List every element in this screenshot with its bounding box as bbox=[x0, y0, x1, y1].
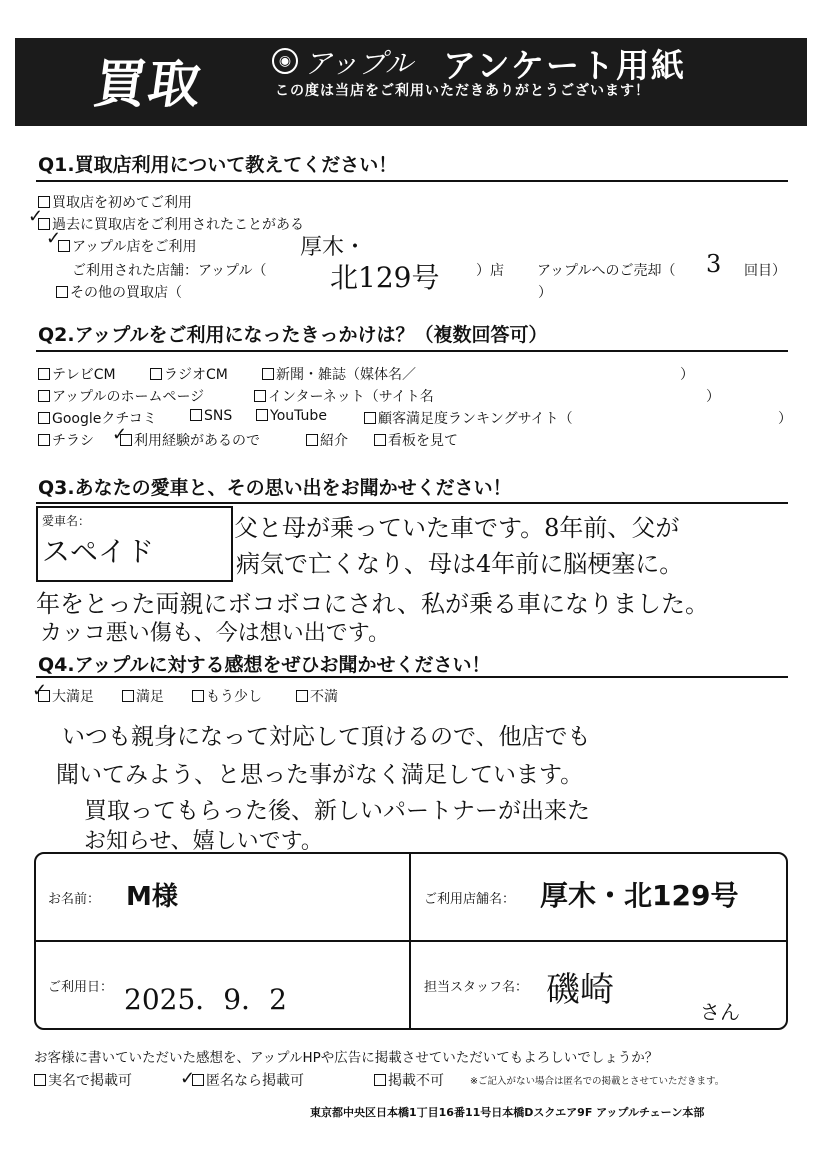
q2-opt-tvcm[interactable] bbox=[38, 364, 116, 384]
q2-label: 顧客満足度ランキングサイト（ bbox=[378, 411, 573, 427]
q2-opt-experience[interactable] bbox=[120, 430, 260, 450]
checkbox-icon bbox=[38, 390, 50, 402]
checkbox-icon bbox=[192, 690, 204, 702]
q4-label: 満足 bbox=[136, 689, 164, 705]
checkbox-icon bbox=[34, 1074, 46, 1086]
checkbox-icon bbox=[38, 412, 50, 424]
q3-heading: Q3.あなたの愛車と、その思い出をお聞かせください！ bbox=[38, 477, 512, 499]
opt-no-label: 掲載不可 bbox=[388, 1073, 444, 1089]
checkmark-icon: ✓ bbox=[180, 1068, 196, 1089]
q2-label: Googleクチコミ bbox=[52, 411, 157, 427]
q2-opt-radiocm[interactable] bbox=[150, 364, 228, 384]
checkbox-icon bbox=[256, 409, 268, 421]
q2-opt-referral[interactable] bbox=[306, 430, 348, 450]
comment-line-4: お知らせ、嬉しいです。 bbox=[84, 829, 323, 854]
opt-anon-label: 匿名なら掲載可 bbox=[206, 1073, 304, 1089]
header-logo: アップル bbox=[304, 47, 413, 80]
checkbox-icon bbox=[374, 434, 386, 446]
q1-store-label: ご利用された店舗：アップル（ bbox=[72, 263, 267, 279]
staff-label: 担当スタッフ名： bbox=[424, 980, 529, 995]
staff-suffix: さん bbox=[700, 1000, 740, 1024]
checkbox-icon bbox=[306, 434, 318, 446]
comment-line-3: 買取ってもらった後、新しいパートナーが出来た bbox=[84, 798, 590, 824]
q1-times-label: アップルへのご売却（ bbox=[537, 263, 676, 279]
checkmark-icon: ✓ bbox=[28, 206, 44, 227]
q4-heading: Q4.アップルに対する感想をぜひお聞かせください！ bbox=[38, 654, 491, 676]
opt-no-publish[interactable] bbox=[374, 1070, 444, 1090]
checkbox-icon bbox=[296, 690, 308, 702]
q1-opt-first-label: 買取店を初めてご利用 bbox=[52, 195, 192, 211]
q1-opt-first[interactable] bbox=[38, 192, 192, 212]
apple-logo-icon: ◉ bbox=[272, 48, 298, 74]
car-name-label: 愛車名： bbox=[42, 514, 91, 528]
header-subtitle: この度は当店をご利用いただきありがとうございます！ bbox=[275, 83, 650, 99]
checkbox-icon bbox=[374, 1074, 386, 1086]
info-divider-h bbox=[34, 940, 786, 942]
comment-line-1: いつも親身になって対応して頂けるので、他店でも bbox=[62, 724, 591, 750]
q2-opt-flyer[interactable] bbox=[38, 430, 94, 450]
q2-opt-sns[interactable] bbox=[190, 408, 232, 424]
checkbox-icon bbox=[122, 690, 134, 702]
q2-opt-youtube[interactable] bbox=[256, 408, 327, 424]
q1-opt-apple-label: アップル店をご利用 bbox=[72, 239, 197, 255]
q2-opt-newspaper[interactable] bbox=[262, 364, 416, 384]
q2-label: ラジオCM bbox=[164, 367, 228, 383]
checkbox-icon bbox=[38, 368, 50, 380]
q1-store-suffix: ）店 bbox=[476, 263, 504, 279]
q2-label: アップルのホームページ bbox=[52, 389, 205, 405]
q1-store-hw-2: 北129号 bbox=[330, 261, 440, 294]
checkbox-icon bbox=[254, 390, 266, 402]
memory-line-3: 年をとった両親にボコボコにされ、私が乗る車になりました。 bbox=[36, 590, 709, 618]
q2-label: 看板を見て bbox=[388, 433, 458, 449]
q4-opt-dissatisfied[interactable] bbox=[296, 686, 338, 706]
opt-real-name[interactable] bbox=[34, 1070, 132, 1090]
checkbox-icon bbox=[364, 412, 376, 424]
date-value: 2025．9．2 bbox=[124, 983, 287, 1016]
q1-store-hw-1: 厚木・ bbox=[300, 235, 367, 260]
checkbox-icon bbox=[150, 368, 162, 380]
q1-rule bbox=[36, 180, 788, 182]
q2-label: 新聞・雑誌（媒体名／ bbox=[276, 367, 416, 383]
car-name-hw: スペイド bbox=[42, 535, 155, 568]
q2-label: YouTube bbox=[270, 408, 327, 424]
q4-label: 大満足 bbox=[52, 689, 94, 705]
q1-times-suffix: 回目） bbox=[744, 263, 786, 279]
header-title: アンケート用紙 bbox=[443, 46, 687, 85]
checkbox-icon bbox=[38, 434, 50, 446]
publish-question: お客様に書いていただいた感想を、アップルHPや広告に掲載させていただいてもよろしいでしょうか？ bbox=[34, 1050, 659, 1066]
checkbox-icon bbox=[262, 368, 274, 380]
q2-label: 紹介 bbox=[320, 433, 348, 449]
date-label: ご利用日： bbox=[48, 980, 114, 995]
publish-note: ※ご記入がない場合は匿名での掲載とさせていただきます。 bbox=[470, 1076, 725, 1087]
header-kaitori: 買取 bbox=[90, 55, 207, 115]
q2-opt-ranking[interactable] bbox=[364, 408, 573, 428]
store-label: ご利用店舗名： bbox=[424, 892, 516, 907]
footer-address: 東京都中央区日本橋1丁目16番11号日本橋Dスクエア9F アップルチェーン本部 bbox=[310, 1106, 705, 1119]
q1-opt-other[interactable] bbox=[56, 282, 182, 302]
q1-opt-other-label: その他の買取店（ bbox=[70, 285, 182, 301]
q2-label: 利用経験があるので bbox=[134, 433, 260, 449]
q2-opt-internet[interactable] bbox=[254, 386, 434, 406]
q2-opt-homepage[interactable] bbox=[38, 386, 204, 406]
q4-label: もう少し bbox=[206, 689, 262, 705]
q2-heading: Q2.アップルをご利用になったきっかけは？（複数回答可） bbox=[38, 324, 548, 346]
q2-label: テレビCM bbox=[52, 367, 116, 383]
q1-other-close: ） bbox=[538, 285, 552, 301]
q2-label: チラシ bbox=[52, 433, 94, 449]
q4-opt-satisfied[interactable] bbox=[122, 686, 164, 706]
comment-line-2: 聞いてみよう、と思った事がなく満足しています。 bbox=[56, 762, 584, 788]
memory-line-4: カッコ悪い傷も、今は想い出です。 bbox=[40, 621, 391, 646]
staff-value: 磯崎 bbox=[546, 970, 614, 1010]
q2-row3-close: ） bbox=[778, 411, 792, 427]
name-value: M様 bbox=[126, 882, 178, 912]
q4-label: 不満 bbox=[310, 689, 338, 705]
q1-opt-past[interactable] bbox=[38, 214, 304, 234]
memory-line-2: 病気で亡くなり、母は4年前に脳梗塞に。 bbox=[236, 550, 684, 578]
q2-rule bbox=[36, 350, 788, 352]
opt-real-label: 実名で掲載可 bbox=[48, 1073, 132, 1089]
name-label: お名前： bbox=[48, 892, 101, 907]
memory-line-1: 父と母が乗っていた車です。8年前、父が bbox=[234, 514, 680, 542]
checkbox-icon bbox=[190, 409, 202, 421]
opt-anonymous[interactable] bbox=[192, 1070, 304, 1090]
q4-rule bbox=[36, 676, 788, 678]
checkmark-icon: ✓ bbox=[46, 228, 62, 249]
q2-row1-close: ） bbox=[680, 367, 694, 383]
q2-row2-close: ） bbox=[706, 389, 720, 405]
q1-opt-apple[interactable] bbox=[58, 236, 196, 256]
q1-times-hw: 3 bbox=[706, 250, 722, 278]
q1-opt-past-label: 過去に買取店をご利用されたことがある bbox=[52, 217, 304, 233]
q2-label: SNS bbox=[204, 408, 233, 424]
q2-label: インターネット（サイト名 bbox=[268, 389, 434, 405]
q1-heading: Q1.買取店利用について教えてください！ bbox=[38, 154, 398, 176]
q2-opt-signboard[interactable] bbox=[374, 430, 458, 450]
checkbox-icon bbox=[56, 286, 68, 298]
q3-rule bbox=[36, 502, 788, 504]
q4-opt-somewhat[interactable] bbox=[192, 686, 262, 706]
checkmark-icon: ✓ bbox=[32, 680, 48, 701]
q2-opt-google[interactable] bbox=[38, 408, 157, 428]
store-value: 厚木・北129号 bbox=[540, 879, 739, 912]
checkmark-icon: ✓ bbox=[112, 424, 128, 445]
